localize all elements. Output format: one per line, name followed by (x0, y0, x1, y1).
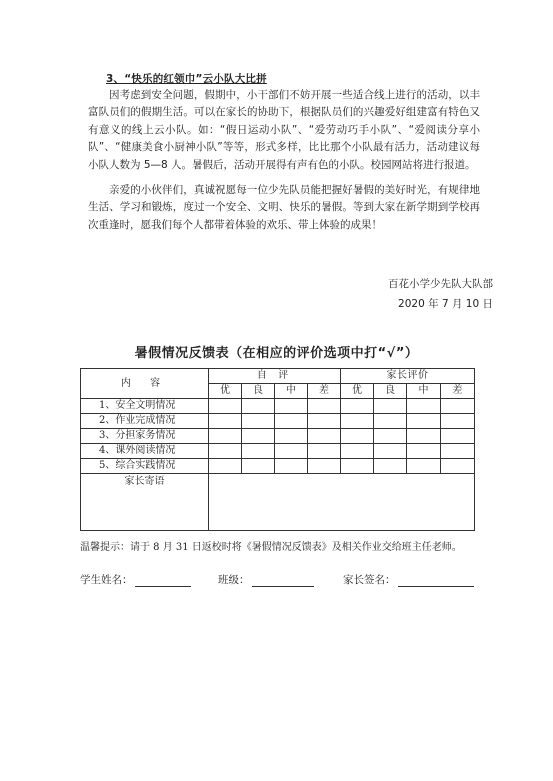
evaluation-cell[interactable] (209, 444, 242, 459)
evaluation-cell[interactable] (308, 429, 341, 444)
evaluation-cell[interactable] (441, 459, 475, 474)
evaluation-cell[interactable] (441, 444, 475, 459)
evaluation-cell[interactable] (407, 399, 441, 414)
feedback-table-title: 暑假情况反馈表（在相应的评价选项中打“√”） (134, 346, 419, 361)
evaluation-cell[interactable] (242, 399, 275, 414)
evaluation-cell[interactable] (209, 429, 242, 444)
row-label: 2、作业完成情况 (81, 414, 209, 429)
comment-row (81, 474, 475, 531)
grade-header: 中 (275, 384, 308, 399)
parent-comment-box[interactable] (209, 474, 475, 531)
evaluation-cell[interactable] (374, 414, 407, 429)
evaluation-cell[interactable] (374, 444, 407, 459)
class-blank[interactable] (252, 574, 314, 587)
table-row (81, 429, 475, 444)
signature-organization: 百花小学少先队大队部 (388, 278, 493, 290)
student-name-label: 学生姓名： (80, 574, 133, 586)
evaluation-cell[interactable] (209, 399, 242, 414)
table-row (81, 444, 475, 459)
evaluation-cell[interactable] (242, 429, 275, 444)
evaluation-rows (81, 399, 475, 474)
table-row (81, 459, 475, 474)
paragraph-wishes: 亲爱的小伙伴们，真诚祝愿每一位少先队员能把握好暑假的美好时光，有规律地生活、学习和锻炼，度过一个安全、文明、快乐的暑假。等到大家在新学期到学校再次重逢时，愿我们每个人都带着体验的欢乐、带上体验的成果！ (88, 184, 480, 231)
student-name-blank[interactable] (135, 574, 191, 587)
section-heading: 3、“快乐的红领巾”云小队大比拼 (106, 73, 267, 85)
evaluation-cell[interactable] (341, 444, 374, 459)
evaluation-cell[interactable] (308, 444, 341, 459)
paragraph-activity: 因考虑到安全问题，假期中，小干部们不妨开展一些适合线上进行的活动，以丰富队员们的假期生活。可以在家长的协助下，根据队员们的兴趣爱好组建富有特色又有意义的线上云小队。如：“假日运动小队”、“爱劳动巧手小队”、“爱阅读分享小队”、“健康美食小厨神小队”等等，形式多样，比比那个小队最有活力，活动建议每小队人数为 5—8 人。暑假后，活动开展得有声有色的小队。校园网站将进行报道。 (88, 89, 480, 171)
evaluation-cell[interactable] (441, 414, 475, 429)
evaluation-cell[interactable] (308, 459, 341, 474)
evaluation-cell[interactable] (441, 429, 475, 444)
grade-header: 良 (242, 384, 275, 399)
parent-signature-field (343, 572, 474, 587)
class-label: 班级： (218, 574, 250, 586)
row-label: 4、课外阅读情况 (81, 444, 209, 459)
evaluation-cell[interactable] (209, 414, 242, 429)
parent-signature-label: 家长签名： (343, 574, 396, 586)
table-header-row (81, 369, 475, 384)
evaluation-cell[interactable] (374, 429, 407, 444)
evaluation-cell[interactable] (275, 459, 308, 474)
grade-header: 差 (441, 384, 475, 399)
row-label: 1、安全文明情况 (81, 399, 209, 414)
evaluation-cell[interactable] (209, 459, 242, 474)
evaluation-cell[interactable] (407, 459, 441, 474)
table-row (81, 399, 475, 414)
parent-comment-label: 家长寄语 (81, 474, 209, 531)
evaluation-cell[interactable] (341, 429, 374, 444)
evaluation-cell[interactable] (275, 429, 308, 444)
self-eval-header: 自 评 (209, 369, 341, 384)
evaluation-cell[interactable] (407, 429, 441, 444)
row-label: 5、综合实践情况 (81, 459, 209, 474)
reminder-tip: 温馨提示：请于 8 月 31 日返校时将《暑假情况反馈表》及相关作业交给班主任老师。 (80, 542, 462, 553)
parent-eval-header: 家长评价 (341, 369, 475, 384)
row-label: 3、分担家务情况 (81, 429, 209, 444)
evaluation-cell[interactable] (341, 399, 374, 414)
class-field (218, 572, 314, 587)
evaluation-cell[interactable] (374, 459, 407, 474)
feedback-table (80, 368, 475, 531)
evaluation-cell[interactable] (275, 399, 308, 414)
grade-header: 优 (209, 384, 242, 399)
evaluation-cell[interactable] (242, 414, 275, 429)
grade-header: 中 (407, 384, 441, 399)
evaluation-cell[interactable] (341, 459, 374, 474)
evaluation-cell[interactable] (407, 444, 441, 459)
evaluation-cell[interactable] (242, 459, 275, 474)
content-header: 内 容 (81, 369, 209, 399)
evaluation-cell[interactable] (407, 414, 441, 429)
evaluation-cell[interactable] (441, 399, 475, 414)
evaluation-cell[interactable] (275, 444, 308, 459)
evaluation-cell[interactable] (341, 414, 374, 429)
evaluation-cell[interactable] (275, 414, 308, 429)
evaluation-cell[interactable] (308, 399, 341, 414)
evaluation-cell[interactable] (242, 444, 275, 459)
grade-header: 优 (341, 384, 374, 399)
grade-header: 良 (374, 384, 407, 399)
grade-header: 差 (308, 384, 341, 399)
parent-signature-blank[interactable] (398, 574, 474, 587)
table-row (81, 414, 475, 429)
signature-date: 2020 年 7 月 10 日 (398, 298, 493, 310)
evaluation-cell[interactable] (374, 399, 407, 414)
student-name-field (80, 572, 191, 587)
evaluation-cell[interactable] (308, 414, 341, 429)
